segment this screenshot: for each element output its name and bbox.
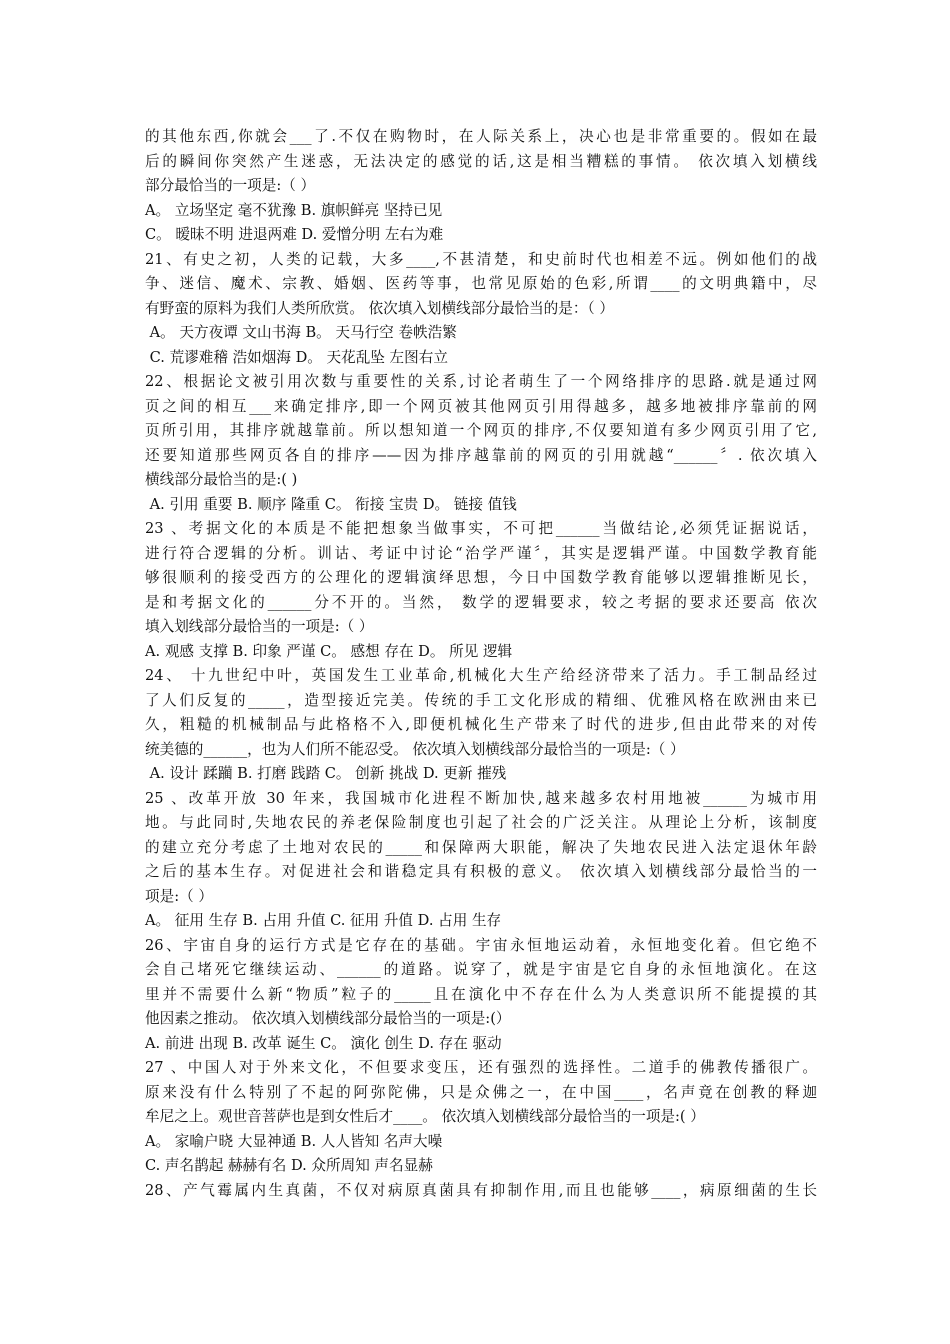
text-line: 28、产气霉属内生真菌，不仅对病原真菌具有抑制作用,而且也能够____，病原细菌的生长 [145,1181,817,1199]
text-line: A。 立场坚定 毫不犹豫 B. 旗帜鲜亮 坚持已见 [145,201,443,219]
text-line: A. 前进 出现 B. 改革 诞生 C。 演化 创生 D. 存在 驱动 [145,1034,502,1052]
text-line: 项是:（ ） [145,887,213,905]
text-line: 之后的基本生存。对促进社会和谐稳定具有积极的意义。 依次填入划横线部分最恰当的一 [145,863,817,880]
text-line: 25 、改革开放 30 年来，我国城市化进程不断加快,越来越多农村用地被______为城市用 [145,789,817,807]
text-line: 久，粗糙的机械制品与此格格不入,即便机械化生产带来了时代的进步,但由此带来的对传 [145,716,817,733]
text-line: 21、有史之初，人类的记载，大多____,不甚清楚，和史前时代也相差不远。例如他们的战 [145,250,817,268]
text-line: 页所引用，其排序就越靠前。所以想知道一个网页的排序,不仅要知道有多少网页引用了它, [145,422,817,439]
text-line: 里并不需要什么新“物质”粒子的_____且在演化中不存在什么为人类意识所不能提摸的其 [145,985,817,1003]
text-line: 牟尼之上。观世音菩萨也是到女性后才____。 依次填入划横线部分最恰当的一项是:( ） [145,1108,705,1125]
text-line: 后的瞬间你突然产生迷惑，无法决定的感觉的话,这是相当糟糕的事情。 依次填入划横线 [145,152,817,170]
text-line: A. 观感 支撑 B. 印象 严谨 C。 感想 存在 D。 所见 逻辑 [145,642,513,660]
text-line: 原来没有什么特别了不起的阿弥陀佛，只是众佛之一，在中国____，名声竟在创教的释迦 [145,1083,817,1101]
text-line: 进行符合逻辑的分析。训诂、考证中讨论“治学严谨〞，其实是逻辑严谨。中国数学教育能 [145,544,817,562]
text-line: 的建立充分考虑了土地对农民的_____和保障两大职能，解决了失地农民进入法定退休年龄 [145,838,817,856]
text-line: 统美德的______，也为人们所不能忍受。 依次填入划横线部分最恰当的一项是:（ ） [145,740,685,758]
text-line: 了人们反复的_____，造型接近完美。传统的手工文化形成的精细、优雅风格在欧洲由来已 [145,691,817,709]
text-line: 横线部分最恰当的是:( ) [145,471,298,488]
text-line: 页之间的相互___来确定排序,即一个网页被其他网页引用得越多，越多地被排序靠前的网 [145,397,817,415]
text-line: A. 引用 重要 B. 顺序 隆重 C。 衔接 宝贵 D。 链接 值钱 [145,495,517,513]
text-line: 27 、中国人对于外来文化，不但要求变压，还有强烈的选择性。二道手的佛教传播很广。 [145,1059,817,1076]
text-line: 22、根据论文被引用次数与重要性的关系,讨论者萌生了一个网络排序的思路.就是通过网 [145,373,817,390]
text-line: 24、 十九世纪中叶，英国发生工业革命,机械化大生产给经济带来了活力。手工制品经过 [145,667,817,684]
text-line: A。 征用 生存 B. 占用 升值 C. 征用 升值 D. 占用 生存 [145,912,502,929]
text-line: C. 荒谬难稽 浩如烟海 D。 天花乱坠 左图右立 [145,348,448,366]
text-line: 填入划线部分最恰当的一项是:（ ） [145,618,374,635]
text-line: 争、迷信、魔术、宗教、婚姻、医药等事，也常见原始的色彩,所谓____的文明典籍中，尽 [145,275,817,292]
text-line: A. 设计 蹂躏 B. 打磨 践踏 C。 创新 挑战 D. 更新 摧残 [145,765,507,782]
text-line: 部分最恰当的一项是:（ ） [145,177,316,194]
text-line: 他因素之推动。 依次填入划横线部分最恰当的一项是:(） [145,1010,511,1027]
text-line: 会自己堵死它继续运动、______的道路。说穿了，就是宇宙是它自身的永恒地演化。在这 [145,961,817,978]
text-line: 是和考据文化的______分不开的。当然， 数学的逻辑要求，较之考据的要求还要高 依次 [145,593,817,611]
text-line: C. 声名鹊起 赫赫有名 D. 众所周知 声名显赫 [145,1157,433,1174]
text-line: 还要知道那些网页各自的排序——因为排序越靠前的网页的引用就越“______〞. 依次填入 [145,446,817,464]
text-line: 23 、考据文化的本质是不能把想象当做事实，不可把______当做结论,必须凭证据说话， [145,520,817,537]
text-line: 地。与此同时,失地农民的养老保险制度也引起了社会的广泛关注。从理论上分析，该制度 [145,814,817,831]
text-line: 26、宇宙自身的运行方式是它存在的基础。宇宙永恒地运动着，永恒地变化着。但它绝不 [145,936,817,954]
document-page [145,125,817,1203]
text-line: A。 家喻户晓 大显神通 B. 人人皆知 名声大噪 [145,1132,443,1150]
text-line: A。 天方夜谭 文山书海 B。 天马行空 卷帙浩繁 [145,324,457,341]
text-line: 有野蛮的原料为我们人类所欣赏。 依次填入划横线部分最恰当的是：（ ） [145,299,614,317]
text-line: 够很顺利的接受西方的公理化的逻辑演绎思想，今日中国数学教育能够以逻辑推断见长， [145,569,817,586]
text-line: 的其他东西,你就会___了.不仅在购物时，在人际关系上，决心也是非常重要的。假如在最 [145,128,817,145]
text-line: C。 暧昧不明 进退两难 D. 爱憎分明 左右为难 [145,226,444,243]
